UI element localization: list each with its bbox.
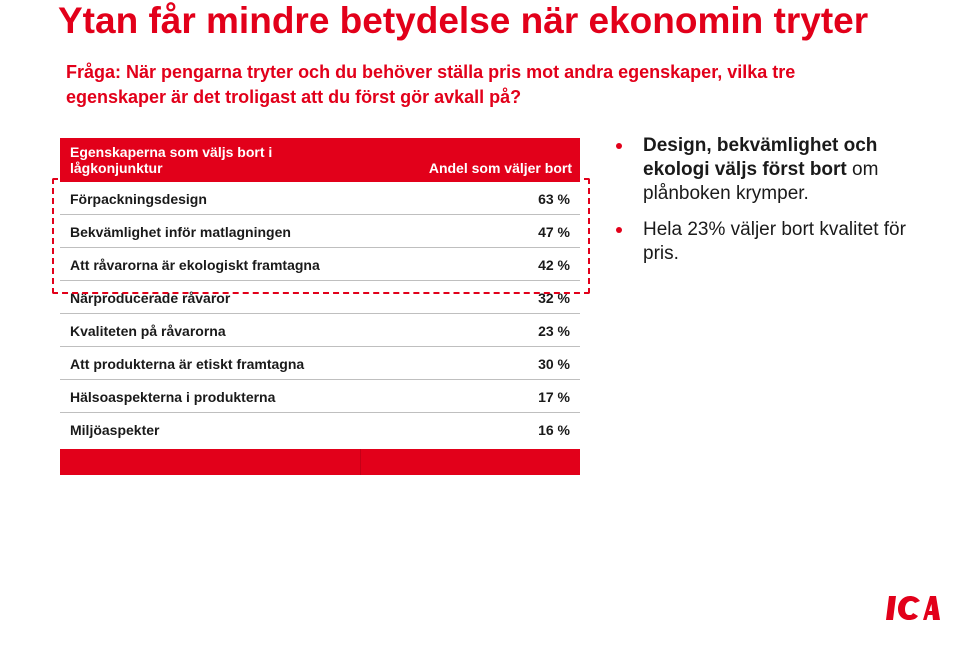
header-label: Egenskaperna som väljs bort i lågkonjunktur	[70, 144, 273, 176]
bullet-text: om plånboken krymper.	[643, 159, 879, 204]
row-label: Att produkterna är etiskt framtagna	[70, 356, 305, 372]
bullet-bold-text: Design, bekvämlighet och ekologi väljs först bort	[643, 135, 878, 180]
row-label: Förpackningsdesign	[70, 191, 207, 207]
page-title: Ytan får mindre betydelse när ekonomin tryter	[58, 0, 869, 41]
bullet-list	[616, 134, 946, 278]
table-row	[60, 413, 580, 445]
row-label: Hälsoaspekterna i produkterna	[70, 389, 276, 405]
highlight-box	[52, 178, 590, 294]
bullet-item	[616, 218, 946, 266]
header-value: Andel som väljer bort	[428, 160, 572, 176]
row-value: 63 %	[538, 191, 570, 207]
row-value: 47 %	[538, 224, 570, 240]
row-value: 16 %	[538, 422, 570, 438]
table-row	[60, 314, 580, 347]
row-value: 42 %	[538, 257, 570, 273]
ica-logo-icon	[885, 592, 941, 629]
row-label: Bekvämlighet inför matlagningen	[70, 224, 291, 240]
table-footer-bar	[60, 449, 580, 475]
row-value: 32 %	[538, 290, 570, 306]
bullet-dot-icon	[616, 143, 622, 149]
table-row	[60, 380, 580, 413]
table-header	[60, 138, 580, 182]
row-label: Kvaliteten på råvarorna	[70, 323, 226, 339]
footer-divider	[360, 449, 361, 475]
row-label: Närproducerade råvaror	[70, 290, 231, 306]
row-value: 23 %	[538, 323, 570, 339]
row-value: 30 %	[538, 356, 570, 372]
bullet-dot-icon	[616, 227, 622, 233]
bullet-item	[616, 134, 946, 206]
row-label: Att råvarorna är ekologiskt framtagna	[70, 257, 320, 273]
table-row	[60, 347, 580, 380]
survey-question: Fråga: När pengarna tryter och du behöver ställa pris mot andra egenskaper, vilka tre egenskaper är det troligast att du först gör avkall på?	[66, 62, 796, 107]
row-label: Miljöaspekter	[70, 422, 160, 438]
bullet-text: Hela 23% väljer bort kvalitet för pris.	[643, 219, 906, 264]
row-value: 17 %	[538, 389, 570, 405]
